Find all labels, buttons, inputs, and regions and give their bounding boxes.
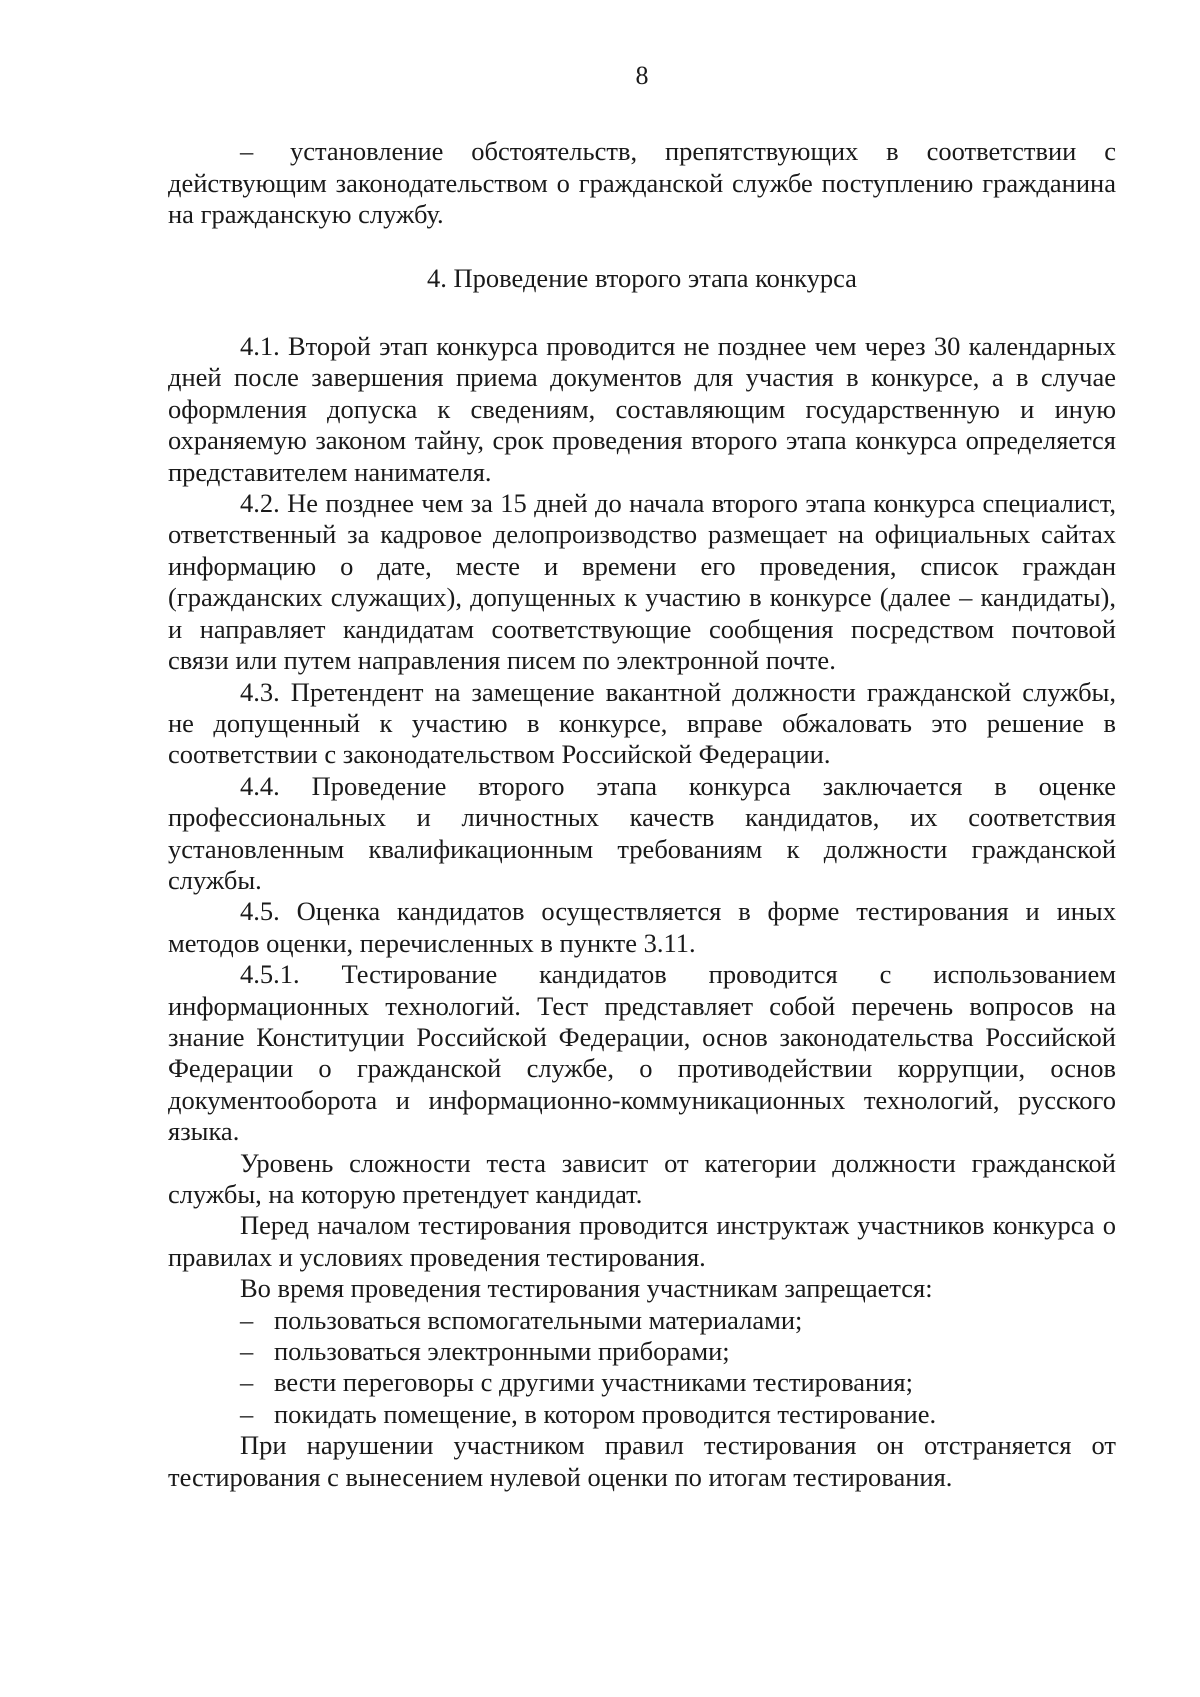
list-dash: –	[240, 1304, 254, 1335]
prohibited-list-item-text: пользоваться вспомогательными материалами;	[274, 1304, 803, 1335]
list-dash: –	[240, 1398, 254, 1429]
section-heading: 4. Проведение второго этапа конкурса	[427, 262, 857, 293]
paragraph-violation: При нарушении участником правил тестирования он отстраняется от тестирования с вынесением нулевой оценки по итогам тестирования.	[168, 1430, 1116, 1492]
paragraph-4-3: 4.3. Претендент на замещение вакантной должности гражданской службы, не допущенный к участию в конкурсе, вправе обжаловать это решение в соответствии с законодательством Российской Федерации.	[168, 676, 1116, 770]
paragraph-4-4: 4.4. Проведение второго этапа конкурса заключается в оценке профессиональных и личностных качеств кандидатов, их соответствия установленным квалификационным требованиям к должности гражданской службы.	[168, 770, 1116, 895]
paragraph-4-1: 4.1. Второй этап конкурса проводится не позднее чем через 30 календарных дней после завершения приема документов для участия в конкурсе, а в случае оформления допуска к сведениям, составляющим государственную и иную охраняемую законом тайну, срок проведения второго этапа конкурса определяется представителем нанимателя.	[168, 331, 1116, 487]
list-dash: –	[240, 1367, 254, 1398]
prohibited-list-item-text: вести переговоры с другими участниками тестирования;	[274, 1367, 913, 1398]
prohibited-list	[168, 1305, 1116, 1431]
page-number: 8	[635, 61, 649, 90]
intro-list-item-text: установление обстоятельств, препятствующих в соответствии с действующим законодательством о гражданской службе поступлению гражданина на гражданскую службу.	[168, 136, 1116, 230]
prohibited-list-item-text: пользоваться электронными приборами;	[274, 1336, 730, 1367]
paragraph-prohibited-intro: Во время проведения тестирования участникам запрещается:	[240, 1273, 933, 1304]
document-page	[168, 60, 1116, 1493]
prohibited-list-item	[168, 1305, 1116, 1336]
paragraph-4-2: 4.2. Не позднее чем за 15 дней до начала второго этапа конкурса специалист, ответственный за кадровое делопроизводство размещает на официальных сайтах информацию о дате, месте и времени его проведения, список граждан (гражданских служащих), допущенных к участию в конкурсе (далее – кандидаты), и направляет кандидатам соответствующие сообщения посредством почтовой связи или путем направления писем по электронной почте.	[168, 488, 1116, 676]
prohibited-list-item-text: покидать помещение, в котором проводится тестирование.	[274, 1398, 937, 1429]
list-dash: –	[240, 1336, 254, 1367]
paragraph-4-5-1: 4.5.1. Тестирование кандидатов проводится с использованием информационных технологий. Тест представляет собой перечень вопросов на знание Конституции Российской Федерации, основ законодательства Российской Федерации о гражданской службе, о противодействии коррупции, основ документооборота и информационно-коммуникационных технологий, русского языка.	[168, 959, 1116, 1147]
paragraph-4-5: 4.5. Оценка кандидатов осуществляется в форме тестирования и иных методов оценки, перечисленных в пункте 3.11.	[168, 896, 1116, 958]
prohibited-list-item	[168, 1399, 1116, 1430]
paragraph-test-level: Уровень сложности теста зависит от категории должности гражданской службы, на которую претендует кандидат.	[168, 1147, 1116, 1209]
paragraph-instruction: Перед началом тестирования проводится инструктаж участников конкурса о правилах и условиях проведения тестирования.	[168, 1210, 1116, 1272]
list-dash: –	[240, 136, 254, 167]
prohibited-list-item	[168, 1367, 1116, 1398]
prohibited-list-item	[168, 1336, 1116, 1367]
intro-list-item	[168, 136, 1116, 230]
